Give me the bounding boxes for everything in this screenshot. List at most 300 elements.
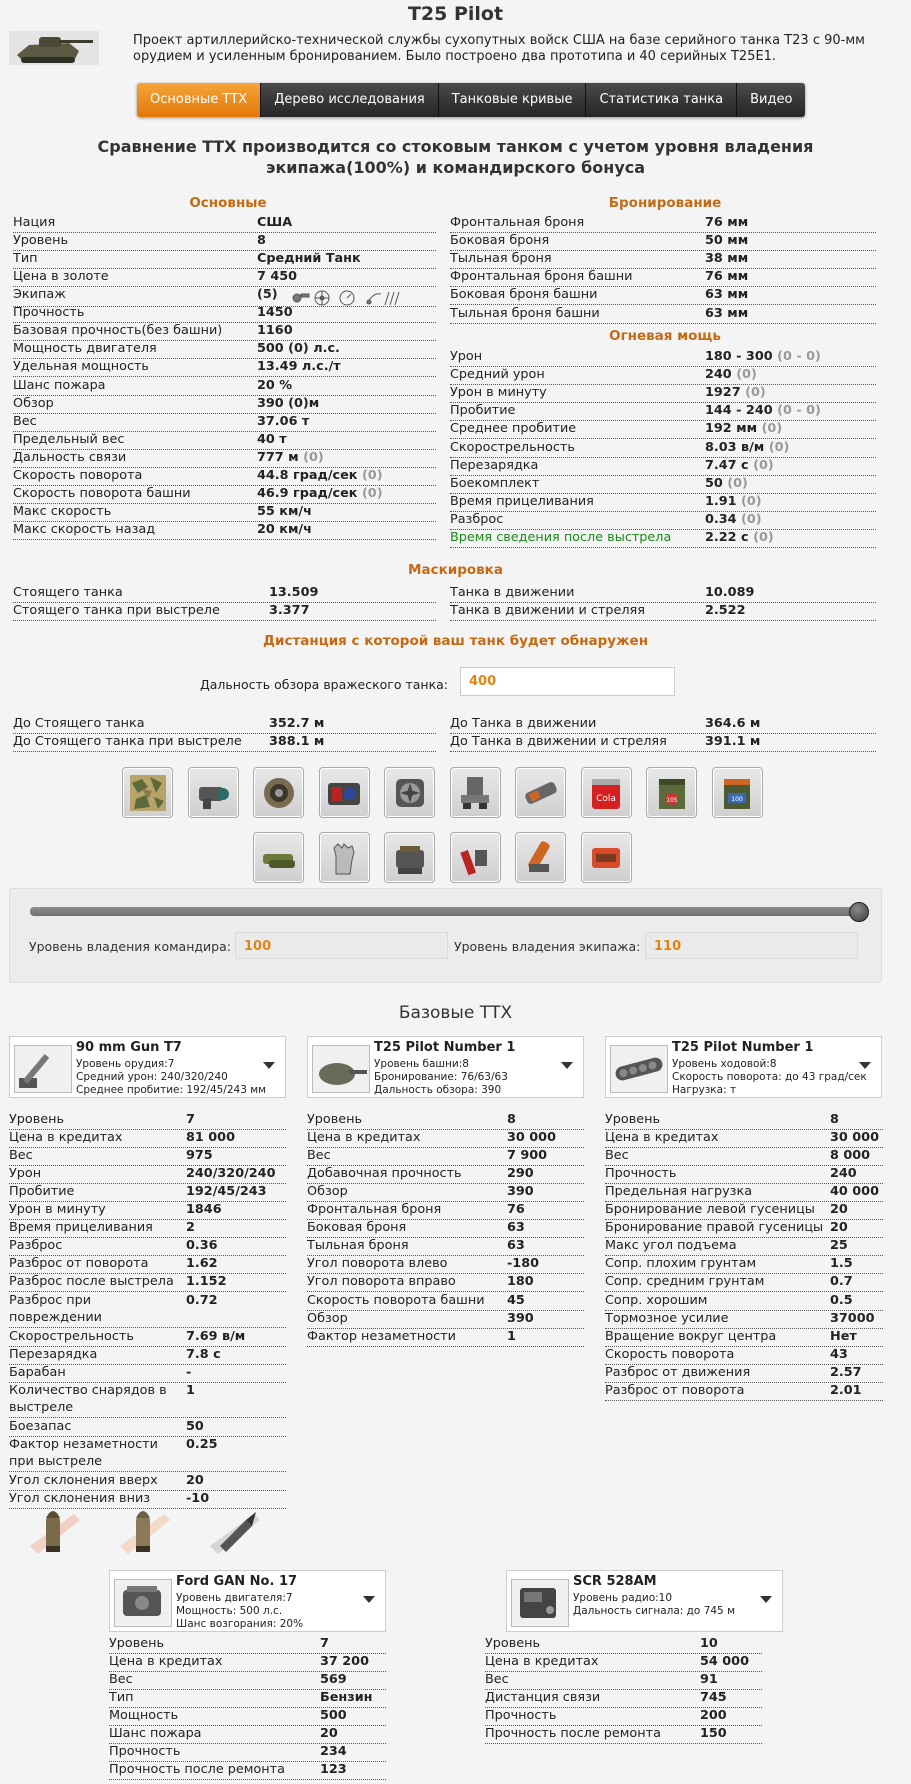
row-label: Цена в кредитах [485,1654,599,1670]
row-label: Разброс при [9,1292,92,1308]
row-value-text: 25 [830,1238,848,1254]
row-label: Время прицеливания [9,1220,153,1236]
firepower-row [450,402,876,421]
row-value [507,1255,539,1273]
turret-row [307,1328,584,1347]
row-value [705,733,760,751]
row-label: До Стоящего танка [13,716,145,731]
row-value [705,366,757,384]
gun-row [9,1382,286,1418]
row-value-text: 10 [700,1636,718,1651]
commander-skill-label: Уровень владения командира: [29,939,231,954]
row-label: Обзор [13,395,54,411]
chevron-down-icon[interactable] [561,1062,573,1069]
row-label: Уровень [109,1636,165,1651]
row-label: Цена в кредитах [605,1130,719,1146]
row-value [257,286,278,304]
shell-he-icon[interactable] [206,1506,264,1558]
row-label: Угол поворота вправо [307,1274,456,1290]
row-label: Урон в минуту [450,385,547,401]
radio-row [485,1689,762,1708]
row-value-text: 43 [830,1346,848,1362]
row-value [700,1671,718,1689]
chassis-name: T25 Pilot Number 1 [672,1040,814,1055]
row-label: Сопр. плохим грунтам [605,1256,757,1272]
tab-statistics[interactable]: Статистика танка [585,83,736,117]
chevron-down-icon[interactable] [263,1062,275,1069]
turret-row [307,1147,584,1166]
gun-summary-line: Уровень орудия:7 [76,1058,175,1070]
row-value-text: 234 [320,1744,347,1760]
row-value-text: 1160 [257,323,293,339]
row-value-text: 63 мм [705,305,749,321]
camo-net-icon [128,773,168,813]
binocular-telescope-icon [455,773,495,813]
basic-row [13,395,436,414]
firepower-row [450,366,876,385]
row-label: Базовая прочность(без башни) [13,323,223,339]
row-label: Обзор [307,1184,348,1200]
row-label: Вес [485,1672,509,1688]
row-value [507,1237,525,1255]
row-value [700,1635,718,1653]
row-label: Фронтальная броня [307,1202,442,1218]
row-value-text: 180 - 300 [705,349,773,364]
row-value-text: 1.62 [186,1256,218,1272]
chevron-down-icon[interactable] [363,1596,375,1603]
row-value [257,521,312,539]
firepower-row [450,457,876,476]
row-label: Разброс [9,1238,63,1254]
gun-row [9,1237,286,1256]
row-label-line2: повреждении [9,1309,102,1325]
row-value-text: 7 900 [507,1148,548,1164]
row-value-text: 500 (0) л.с. [257,341,340,357]
gun-row [9,1472,286,1491]
row-label: Время сведения после выстрела [450,530,672,545]
row-value-bonus: (0) [361,467,383,483]
row-value-bonus: (0) [761,421,783,437]
engine-summary-line: Уровень двигателя:7 [176,1592,293,1604]
section-detection: Дистанция с которой ваш танк будет обнаружен [262,633,649,649]
row-label: До Танка в движении [450,716,597,731]
row-label: Обзор [307,1310,348,1326]
firepower-row [450,384,876,403]
row-value-text: 20 [830,1220,848,1236]
row-label: Уровень [9,1112,65,1127]
row-label: Уровень [307,1112,363,1127]
row-value [830,1129,879,1147]
row-value [186,1328,245,1346]
row-value-text: 63 [507,1220,525,1236]
row-value [705,715,760,733]
row-value-text: 569 [320,1672,347,1688]
row-value-text: 777 м [257,449,299,465]
row-value-text: 44.8 град/сек [257,467,358,483]
chassis-row [605,1310,883,1329]
commander-skill-input[interactable]: 100 [235,932,448,959]
firepower-row [450,493,876,512]
row-value-text: -10 [186,1490,210,1506]
row-label: Тормозное усилие [605,1310,729,1326]
row-value-text: 30 000 [507,1130,556,1146]
equipment-gun-laying-drive[interactable] [450,832,501,883]
row-label: Добавочная прочность [307,1166,462,1182]
shell-apcr-icon[interactable] [116,1506,174,1558]
radio-summary-line: Уровень радио:10 [573,1592,673,1604]
enhanced-suspension-icon [521,773,561,813]
tab-main-specs[interactable]: Основные ТТХ [137,83,260,117]
crew-skill-input[interactable]: 110 [645,932,858,959]
row-label: Шанс пожара [109,1726,202,1742]
equipment-binocular-telescope[interactable] [450,767,501,818]
row-value-text: Бензин [320,1690,373,1706]
row-value-text: 192/45/243 [186,1184,267,1200]
row-label: Разброс от поворота [9,1256,149,1272]
chassis-row [605,1147,883,1166]
row-value-text: 2 [186,1220,195,1236]
row-label: Стоящего танка [13,585,123,600]
equipment-enhanced-suspension[interactable] [515,767,566,818]
equipment-gun-rammer[interactable] [319,767,370,818]
row-value-text: 3.377 [269,603,310,618]
row-label: Стоящего танка при выстреле [13,603,220,618]
turret-name: T25 Pilot Number 1 [374,1040,516,1055]
turret-row [307,1129,584,1148]
row-value-text: 745 [700,1690,727,1706]
row-value [269,733,324,751]
crew-skill-slider-track[interactable] [30,907,862,916]
row-label: Угол поворота влево [307,1256,448,1272]
row-label: Экипаж [13,287,66,303]
row-value [257,377,292,395]
crew-skill-slider-handle[interactable] [849,902,869,922]
row-value-text: 0.72 [186,1292,218,1308]
row-label: Макс угол подъема [605,1238,737,1254]
firepower-row [450,439,876,458]
chassis-row [605,1328,883,1347]
chassis-row [605,1273,883,1292]
detection-row [450,715,876,734]
row-label: Разброс [450,511,504,527]
row-value-bonus: (0) [741,511,762,527]
gun-module-selector[interactable] [9,1036,286,1098]
gun-row [9,1418,286,1437]
row-value [269,715,324,733]
row-label: Фактор незаметности [9,1436,158,1452]
row-value [830,1201,848,1219]
row-label: Скорость поворота башни [307,1292,485,1308]
row-value-text: 150 [700,1726,727,1742]
row-label: Бронирование левой гусеницы [605,1202,815,1218]
gun-row [9,1129,286,1148]
row-value [830,1310,875,1328]
coated-optics-icon [193,773,233,813]
chassis-summary-line: Скорость поворота: до 43 град/сек [672,1071,867,1083]
detection-row [13,715,436,734]
row-value-text: 1927 [705,385,741,401]
row-value [830,1364,862,1382]
row-value [186,1129,235,1147]
tab-tank-curves[interactable]: Танковые кривые [438,83,586,117]
row-value [186,1183,267,1201]
row-value [320,1725,338,1743]
basic-row [13,232,436,251]
row-value [186,1201,222,1219]
equipment-toolbox[interactable] [319,832,370,883]
row-value-text: 8 [830,1112,839,1127]
row-value [507,1111,516,1129]
gun-icon [14,1045,72,1093]
row-value-text: 55 км/ч [257,503,312,519]
radio-row [485,1707,762,1726]
row-label: Перезарядка [9,1346,98,1362]
shell-ap-icon[interactable] [26,1506,84,1558]
row-value [705,232,748,250]
row-value [257,503,312,521]
row-value [186,1165,276,1183]
row-label: Цена в кредитах [9,1130,123,1146]
row-label: Прочность после ремонта [109,1762,285,1778]
row-label: Уровень [485,1636,541,1651]
turret-module-selector[interactable] [307,1036,584,1098]
row-value-text: 0.7 [830,1274,853,1290]
row-value [830,1255,853,1273]
vertical-stabilizer-icon [259,773,299,813]
detection-row [450,733,876,752]
armor-row [450,250,876,269]
row-value-text: 2.22 с [705,530,749,545]
row-value [186,1147,213,1165]
row-value-bonus: (0) [745,385,766,401]
row-value-text: 37000 [830,1310,875,1326]
radio-name: SCR 528AM [573,1574,657,1589]
row-value [705,439,789,457]
row-label: Боковая броня [450,233,550,249]
chassis-icon [610,1045,668,1093]
row-value-text: 7.47 с [705,457,749,473]
row-value [320,1707,347,1725]
equipment-spall-liner[interactable] [253,832,304,883]
row-value-text: 352.7 м [269,716,325,731]
row-label: Танка в движении [450,585,575,600]
equipment-cola[interactable] [581,767,632,818]
repair-kit-icon [586,838,626,878]
row-value-text: Средний Танк [257,251,361,267]
row-value-text: 240 [705,367,732,383]
row-value [320,1743,347,1761]
row-value [257,250,361,268]
row-label: Тип [13,251,38,267]
row-value-bonus: (0) [727,475,748,491]
row-label: Среднее пробитие [450,421,577,437]
row-value-bonus: (0) [741,493,762,509]
row-label: Вес [109,1672,133,1688]
enemy-view-range-input[interactable] [460,667,675,696]
tab-video[interactable]: Видео [736,83,805,117]
row-value-text: 180 [507,1274,534,1290]
row-value [830,1273,853,1291]
row-label-line2: выстреле [9,1399,74,1415]
fire-extinguisher-icon [521,838,561,878]
row-value [705,384,766,402]
row-value-text: 2.01 [830,1382,862,1398]
row-value-text: 0.5 [830,1292,853,1308]
chevron-down-icon[interactable] [859,1062,871,1069]
row-label: Уровень [13,233,69,249]
row-label: Боезапас [9,1418,72,1434]
row-value [700,1725,727,1743]
row-value-text: 1846 [186,1202,222,1218]
row-value [257,449,324,467]
row-value [186,1346,221,1364]
chassis-row [605,1219,883,1238]
row-value [257,467,383,485]
row-label: Разброс от поворота [605,1382,745,1398]
row-value-text: 20 [186,1472,204,1488]
row-value [830,1111,839,1129]
row-value-text: 76 мм [705,269,749,285]
row-value [186,1111,195,1129]
row-label: Прочность [485,1708,557,1724]
chassis-module-selector[interactable] [605,1036,882,1098]
ration-100-label: 100 [731,795,743,803]
crew-icons [289,288,404,308]
row-value-text: 192 мм [705,421,758,437]
row-label: Прочность [605,1166,677,1182]
row-value [186,1418,204,1436]
compare-note: Сравнение ТТХ производится со стоковым танком с учетом уровня владения экипажа(100%) и командирского бонуса [97,137,814,177]
row-value-text: 8.03 в/м [705,439,765,455]
row-value [830,1382,862,1400]
row-value-text: 1.5 [830,1256,853,1272]
equipment-ration-100[interactable] [712,767,763,818]
row-value [186,1237,218,1255]
row-value [186,1273,226,1291]
engine-name: Ford GAN No. 17 [176,1574,298,1589]
engine-row [109,1743,386,1762]
row-value-bonus: (0) [303,449,324,465]
row-value-text: 8 [507,1112,516,1127]
equipment-ration-105[interactable] [646,767,697,818]
turret-row [307,1111,584,1130]
row-value [257,268,297,286]
gun-row [9,1436,286,1472]
row-value-text: 20 км/ч [257,522,312,538]
row-value [257,340,340,358]
row-label: Боекомплект [450,475,540,491]
armor-row [450,305,876,324]
equipment-vertical-stabilizer[interactable] [253,767,304,818]
spall-liner-icon [259,838,299,878]
row-label: Перезарядка [450,457,539,473]
radio-module-selector[interactable] [506,1570,783,1632]
turret-row [307,1292,584,1311]
gun-laying-drive-icon [455,838,495,878]
row-value-bonus: (0 - 0) [777,403,821,419]
row-value-text: 20 [830,1202,848,1218]
row-value [830,1292,853,1310]
equipment-repair-kit[interactable] [581,832,632,883]
equipment-coated-optics[interactable] [188,767,239,818]
row-value [705,493,762,511]
armor-row [450,232,876,251]
crew-skill-label: Уровень владения экипажа: [454,939,641,954]
radio-icon [511,1579,569,1627]
turret-row [307,1237,584,1256]
row-label: Бронирование правой гусеницы [605,1220,824,1236]
row-value-text: 1.152 [186,1274,227,1290]
row-label: Вес [9,1148,33,1164]
row-value-bonus: (0) [753,530,774,545]
row-value-text: 13.509 [269,585,319,600]
base-specs-title: Базовые ТТХ [398,1003,513,1023]
equipment-fire-extinguisher[interactable] [515,832,566,883]
basic-row [13,214,436,233]
row-value [257,358,341,376]
engine-module-selector[interactable] [109,1570,386,1632]
row-value-text: 2.57 [830,1364,862,1380]
row-value [830,1147,870,1165]
armor-row [450,214,876,233]
turret-summary-line: Бронирование: 76/63/63 [374,1071,508,1083]
row-value-bonus: (0) [361,485,383,501]
row-label: Урон [450,349,483,364]
equipment-ventilation[interactable] [384,767,435,818]
gun-row [9,1273,286,1292]
row-value-text: 0.25 [186,1436,218,1452]
row-value-text: 391.1 м [705,734,761,749]
row-label: Танка в движении и стреляя [450,603,645,618]
row-value-text: 7.69 в/м [186,1328,246,1344]
chevron-down-icon[interactable] [760,1596,772,1603]
row-label: Разброс от движения [605,1364,751,1380]
row-label: Цена в кредитах [307,1130,421,1146]
row-value [705,348,821,366]
row-value-text: 54 000 [700,1654,749,1670]
camo-row [13,584,436,603]
equipment-camo-net[interactable] [122,767,173,818]
row-label: Предельная нагрузка [605,1184,753,1200]
row-value-text: 144 - 240 [705,403,773,419]
row-label: Пробитие [450,403,516,419]
row-value-text: 40 000 [830,1184,879,1200]
chassis-row [605,1111,883,1130]
row-value [507,1129,556,1147]
row-value [705,602,745,620]
row-value-text: 290 [507,1166,534,1182]
engine-row [109,1707,386,1726]
chassis-row [605,1237,883,1256]
radio-row [485,1725,762,1744]
turret-row [307,1201,584,1220]
row-value-text: 37 200 [320,1654,369,1670]
turret-row [307,1310,584,1329]
gun-row [9,1111,286,1130]
row-value-text: 123 [320,1762,347,1778]
equipment-wet-ammo-rack[interactable] [384,832,435,883]
row-value [705,286,748,304]
row-value [186,1436,218,1454]
row-value-text: 1450 [257,305,293,321]
row-value [507,1183,534,1201]
tab-research-tree[interactable]: Дерево исследования [260,83,438,117]
camo-row [13,602,436,621]
basic-row [13,377,436,396]
row-label: Угол склонения вниз [9,1490,151,1506]
turret-row [307,1273,584,1292]
basic-row [13,503,436,522]
